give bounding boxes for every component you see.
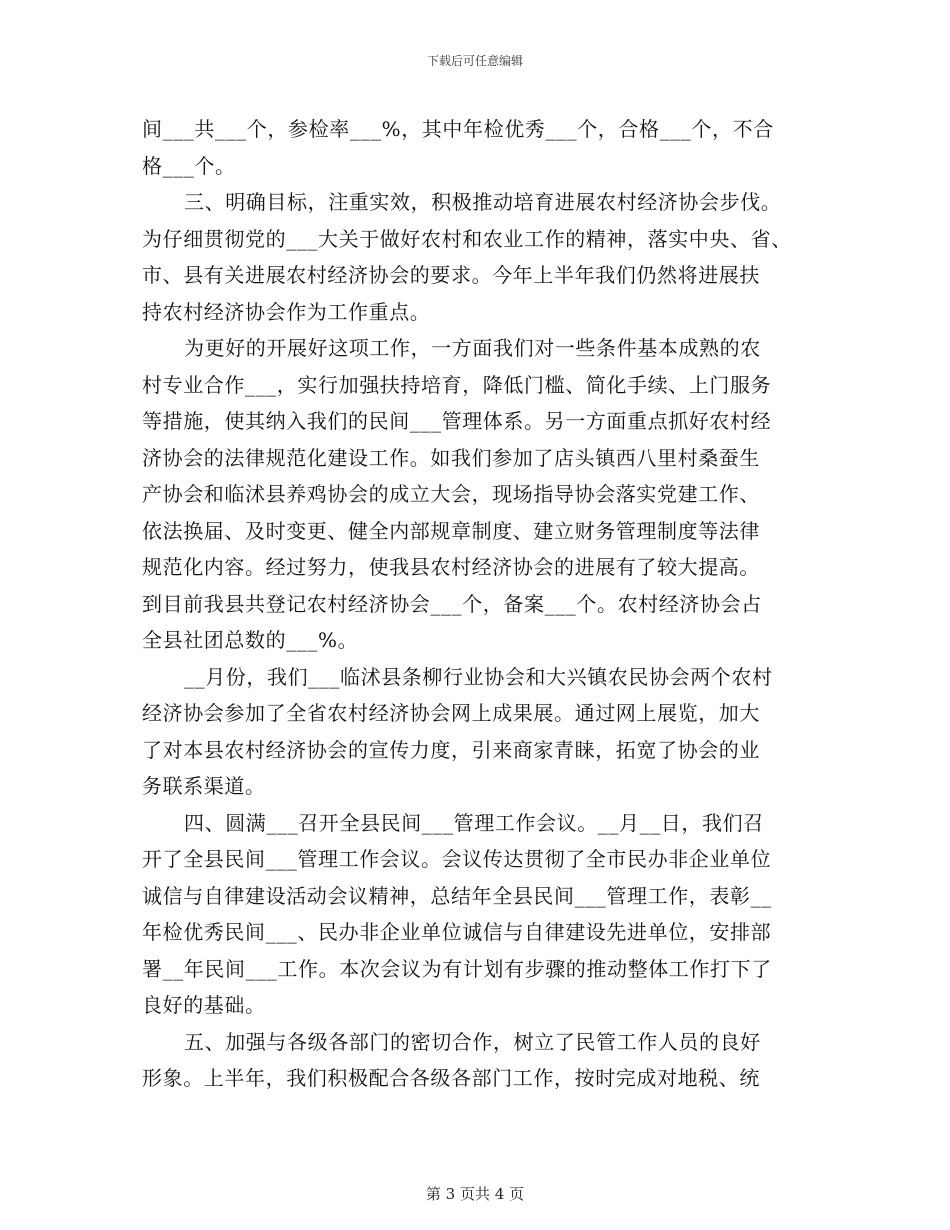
text-line: 持农村经济协会作为工作重点。 <box>142 299 431 324</box>
text-line: 产协会和临沭县养鸡协会的成立大会，现场指导协会落实党建工作、 <box>142 482 760 506</box>
text-line: 良好的基础。 <box>142 993 266 1017</box>
text-line: 济协会的法律规范化建设工作。如我们参加了店头镇西八里村桑蚕生 <box>142 445 760 470</box>
text-line: 规范化内容。经过努力，使我县农村经济协会的进展有了较大提高。 <box>142 555 760 579</box>
text-line: 经济协会参加了全省农村经济协会网上成果展。通过网上展览，加大 <box>142 701 760 725</box>
text-line: 格___个。 <box>142 153 236 178</box>
text-line: 务联系渠道。 <box>142 774 266 798</box>
text-line: 开了全县民间___管理工作会议。会议传达贯彻了全市民办非企业单位 <box>142 847 772 871</box>
text-line: 依法换届、及时变更、健全内部规章制度、建立财务管理制度等法律 <box>142 518 760 543</box>
text-line: 全县社团总数的___%。 <box>142 628 359 652</box>
page-footer: 第 3 页共 4 页 <box>425 1185 525 1203</box>
text-line: 等措施，使其纳入我们的民间___管理体系。另一方面重点抓好农村经 <box>142 409 772 433</box>
document-body <box>142 111 822 1097</box>
text-line: 市、县有关进展农村经济协会的要求。今年上半年我们仍然将进展扶 <box>142 263 760 287</box>
text-line: 形象。上半年，我们积极配合各级各部门工作，按时完成对地税、统 <box>142 1066 760 1090</box>
section-heading-4: 四、圆满___召开全县民间___管理工作会议。__月__日，我们召 <box>184 810 764 835</box>
paragraph-start: 为更好的开展好这项工作，一方面我们对一些条件基本成熟的农 <box>184 336 761 360</box>
text-line: 间___共___个，参检率___%，其中年检优秀___个，合格___个，不合 <box>142 117 774 141</box>
text-line: 到目前我县共登记农村经济协会___个，备案___个。农村经济协会占 <box>142 591 762 616</box>
page-header: 下载后可任意编辑 <box>426 54 523 68</box>
section-heading-5: 五、加强与各级各部门的密切合作，树立了民管工作人员的良好 <box>184 1029 761 1054</box>
paragraph-start: __月份，我们___临沭县条柳行业协会和大兴镇农民协会两个农村 <box>184 664 773 689</box>
text-line: 为仔细贯彻党的___大关于做好农村和农业工作的精神，落实中央、省、 <box>142 226 792 251</box>
text-line: 署__年民间___工作。本次会议为有计划有步骤的推动整体工作打下了 <box>142 956 772 981</box>
section-heading-3: 三、明确目标，注重实效，积极推动培育进展农村经济协会步伐。 <box>184 190 782 214</box>
text-line: 年检优秀民间___、民办非企业单位诚信与自律建设先进单位，安排部 <box>142 920 772 944</box>
text-line: 诚信与自律建设活动会议精神，总结年全县民间___管理工作，表彰__ <box>142 883 772 908</box>
text-line: 村专业合作___，实行加强扶持培育，降低门槛、简化手续、上门服务 <box>142 372 772 397</box>
text-line: 了对本县农村经济协会的宣传力度，引来商家青睐，拓宽了协会的业 <box>142 737 760 762</box>
